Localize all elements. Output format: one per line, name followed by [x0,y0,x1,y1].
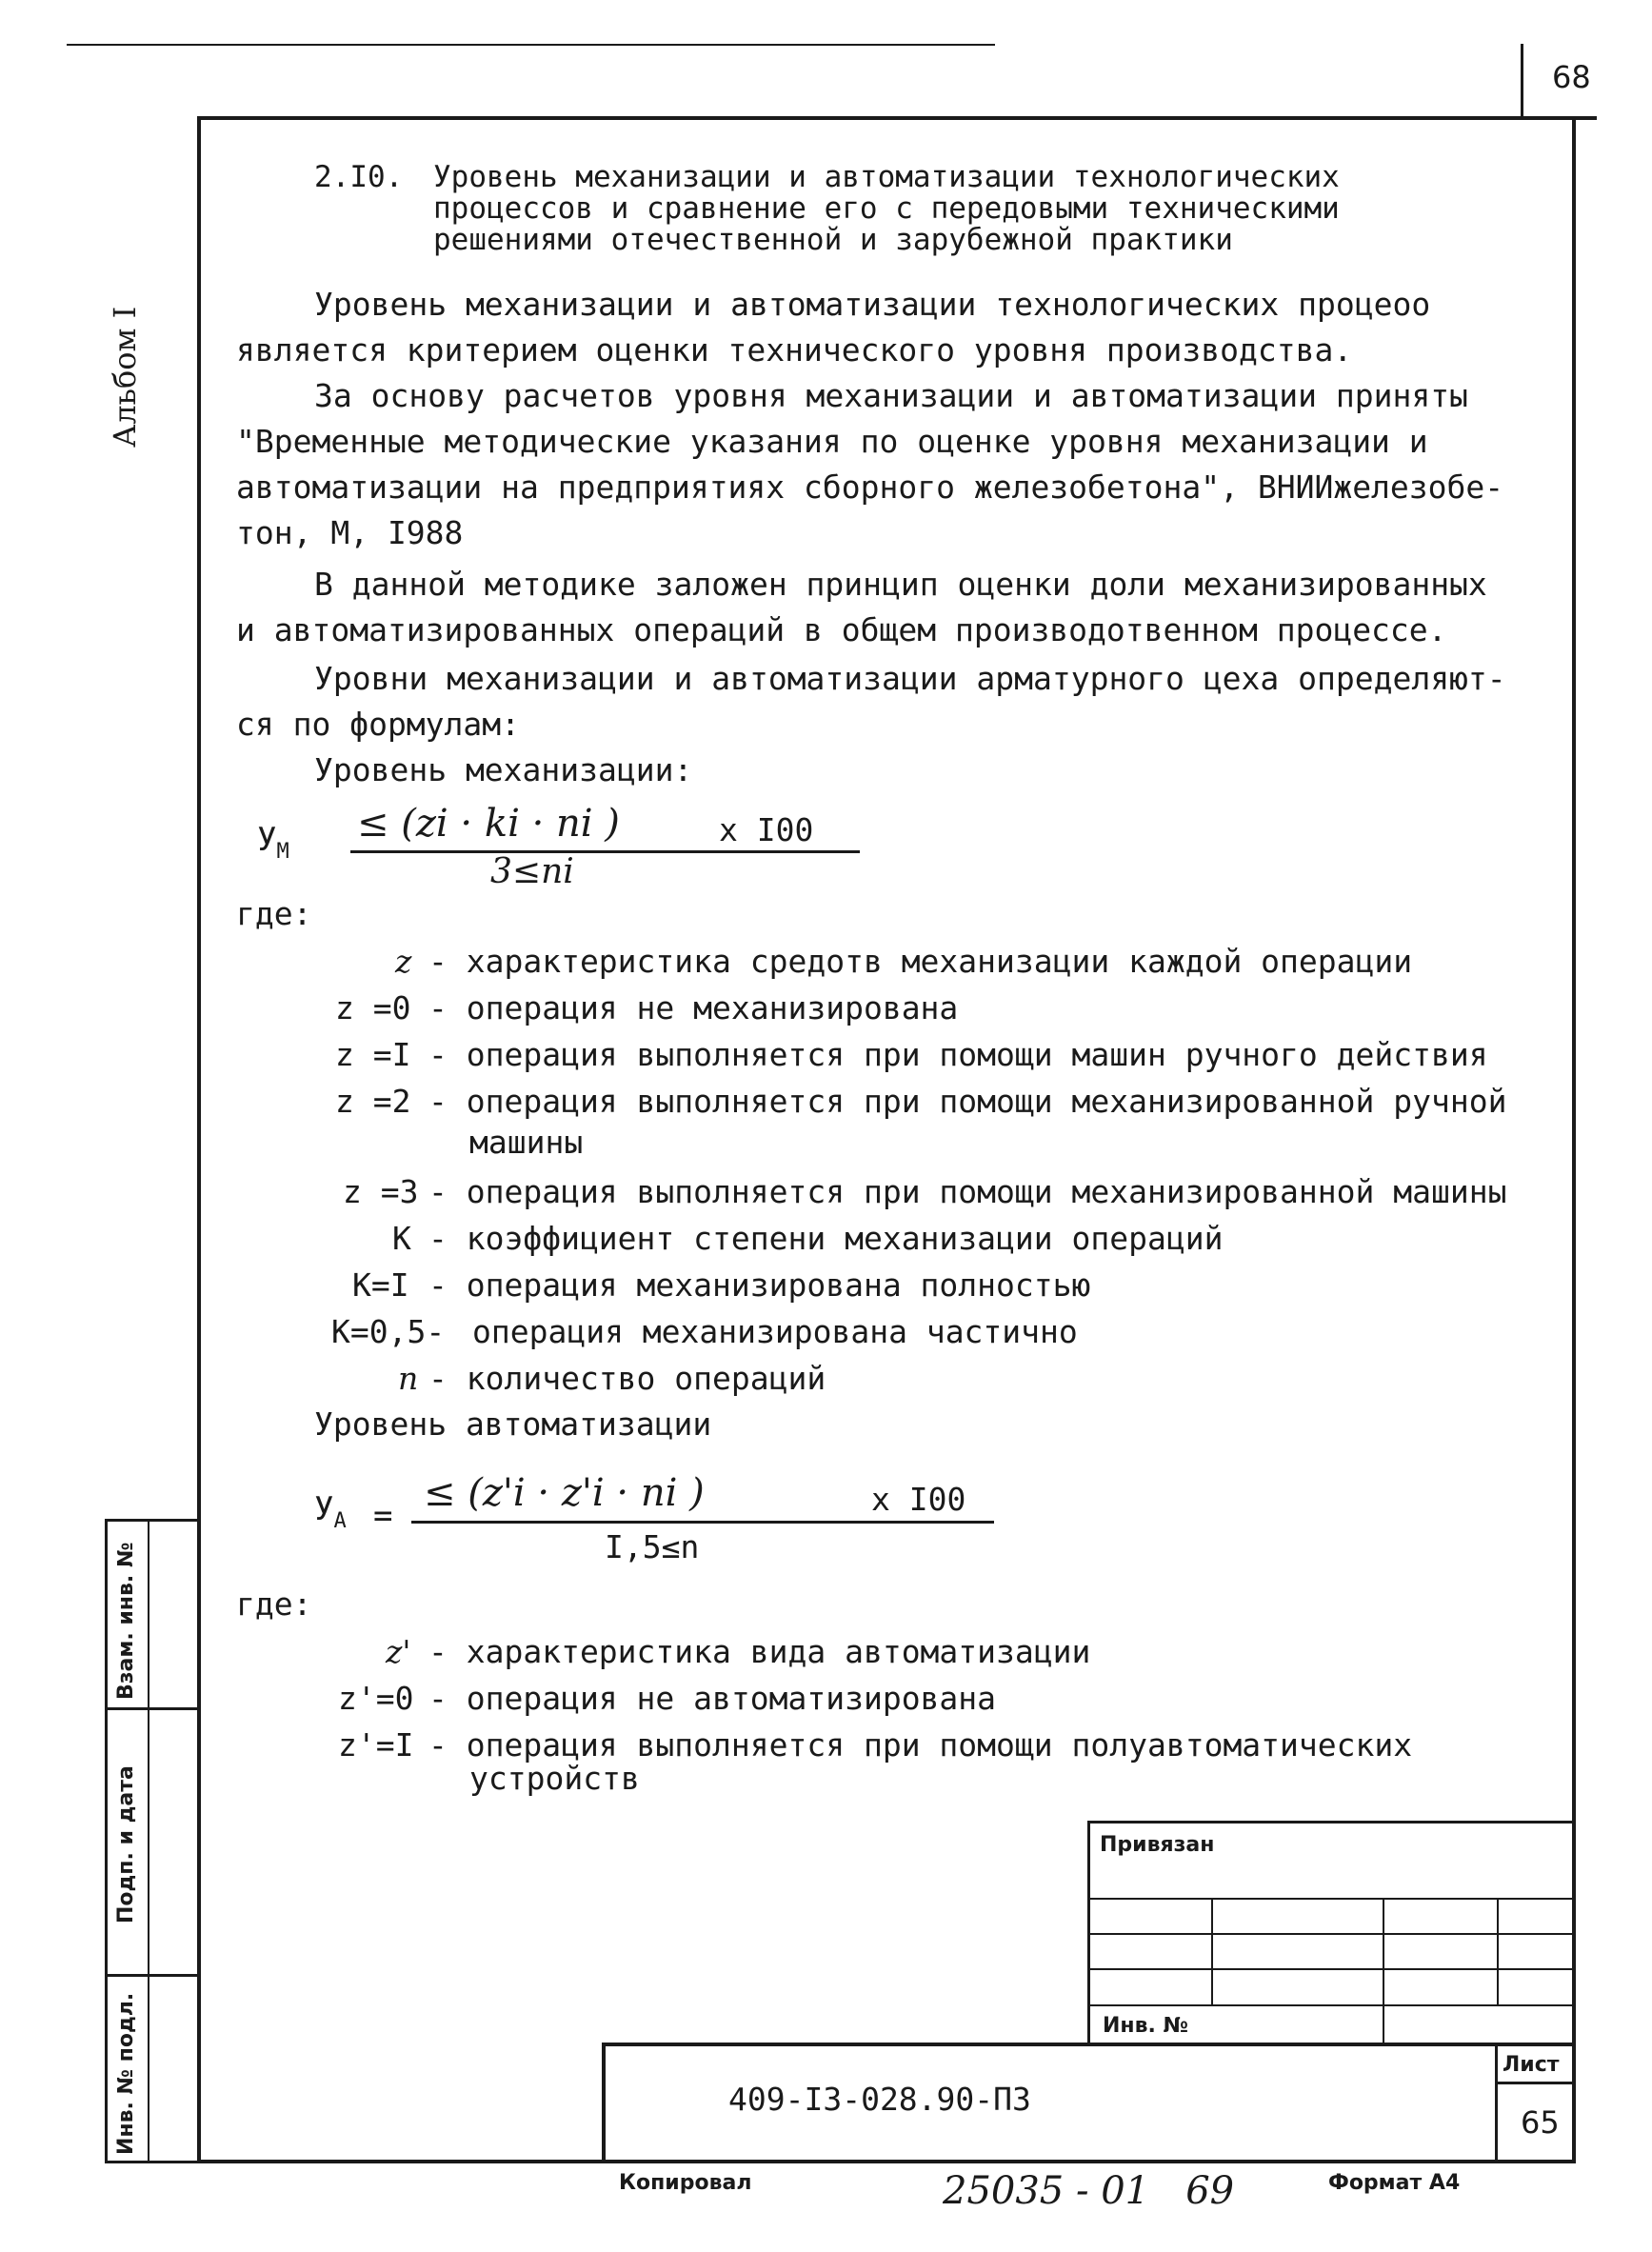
def-text: - операция выполняется при помощи полуавтоматических [428,1726,1413,1764]
formula-auto-denominator: I,5≤n [605,1528,700,1565]
frame-top [197,116,1597,120]
doc-code: 409-I3-028.90-ПЗ [728,2081,1031,2118]
def-text-continued: устройств [469,1760,640,1797]
formula-mech-fraction-bar [350,850,860,853]
footer-format: Формат А4 [1328,2171,1461,2195]
paragraph-line: Уровни механизации и автоматизации арматурного цеха определяют- [314,660,1506,697]
def-text: - коэффициент степени механизации операций [428,1220,1224,1257]
def-symbol: z =3 [343,1173,419,1210]
formula-auto-eq: = [373,1497,393,1535]
formula-auto-numerator: ≤ (z'i · z'i · ni ) [424,1471,705,1515]
sheet-label: Лист [1503,2053,1560,2077]
formula-mech-multiplier: x I00 [719,811,814,848]
frame-bottom [197,2160,1576,2163]
paragraph-line: ся по формулам: [236,706,521,743]
page-number: 68 [1552,59,1591,95]
frame-right [1572,116,1576,2163]
heading-line-3: решениями отечественной и зарубежной практики [433,223,1233,257]
def-text: - операция выполняется при помощи механизированной ручной [428,1083,1507,1120]
album-label: Альбом I [107,306,143,448]
formula-auto-fraction-bar [411,1521,994,1524]
paragraph-line: "Временные методические указания по оценке уровня механизации и [236,423,1428,460]
def-symbol: z =2 [335,1083,411,1120]
def-symbol: n [398,1360,419,1397]
paragraph-line: За основу расчетов уровня механизации и автоматизации приняты [314,377,1468,414]
def-symbol: z'=0 [338,1680,414,1717]
def-text: - операция выполняется при помощи машин ручного действия [428,1036,1488,1073]
formula-auto-lhs: $У_А$ [314,1490,347,1533]
heading-number: 2.I0. [314,160,404,194]
def-symbol: z'=I [338,1726,414,1764]
formula-mech-numerator: ≤ (zi · ki · ni ) [357,802,620,846]
def-text: - характеристика вида автоматизации [428,1633,1091,1670]
def-text: - операция механизирована полностью [428,1266,1091,1304]
def-text-continued: машины [469,1124,584,1161]
where-label: где: [236,895,312,932]
heading-line-2: процессов и сравнение его с передовыми техническими [433,191,1340,226]
def-symbol: К [392,1220,411,1257]
footer-kopiroval: Копировал [619,2171,752,2195]
paragraph-line: и автоматизированных операций в общем производотвенном процессе. [236,611,1447,648]
def-symbol: z' [386,1633,411,1670]
def-text: операция механизирована частично [472,1313,1078,1350]
def-symbol: К=0,5- [331,1313,446,1350]
page-number-box-left [1521,44,1523,118]
paragraph-line: автоматизации на предприятиях сборного железобетона", ВНИИжелезобе- [236,468,1504,506]
frame-left [197,116,201,2163]
def-symbol: z =0 [335,989,411,1026]
paragraph-line: является критерием оценки технического уровня производства. [236,331,1353,369]
stamp-privyazan: Привязан [1100,1833,1215,1857]
formula-auto-multiplier: x I00 [871,1481,966,1518]
side-stamp-vzam: Взам. инв. № [114,1542,138,1700]
def-symbol: К=I [352,1266,409,1304]
sheet-number: 65 [1521,2104,1560,2141]
def-text: - операция не автоматизирована [428,1680,997,1717]
formula-mech-lhs: $У_М$ [257,821,289,864]
heading-line-1: Уровень механизации и автоматизации технологических [433,160,1340,194]
def-text: - количество операций [428,1360,826,1397]
automation-title: Уровень автоматизации [314,1405,712,1443]
paragraph-line: В данной методике заложен принцип оценки доли механизированных [314,566,1487,603]
top-rule [67,44,995,46]
def-text: - операция выполняется при помощи механизированной машины [428,1173,1507,1210]
paragraph-line: Уровень механизации и автоматизации технологических процеоо [314,286,1431,323]
formula-mech-denominator: 3≤ni [490,852,574,891]
def-symbol: z [395,943,412,980]
stamp-inv-no: Инв. № [1103,2014,1189,2038]
side-stamp-podp: Подп. и дата [114,1765,138,1923]
def-text: - операция не механизирована [428,989,959,1026]
footer-handwritten-number: 25035 - 01 69 [943,2169,1235,2213]
where-label-2: где: [236,1585,312,1623]
def-symbol: z =I [335,1036,411,1073]
paragraph-line: Уровень механизации: [314,751,693,788]
def-text: - характеристика средотв механизации каждой операции [428,943,1413,980]
paragraph-line: тон, М, I988 [236,514,464,551]
side-stamp-inv-podl: Инв. № подл. [114,1992,138,2155]
